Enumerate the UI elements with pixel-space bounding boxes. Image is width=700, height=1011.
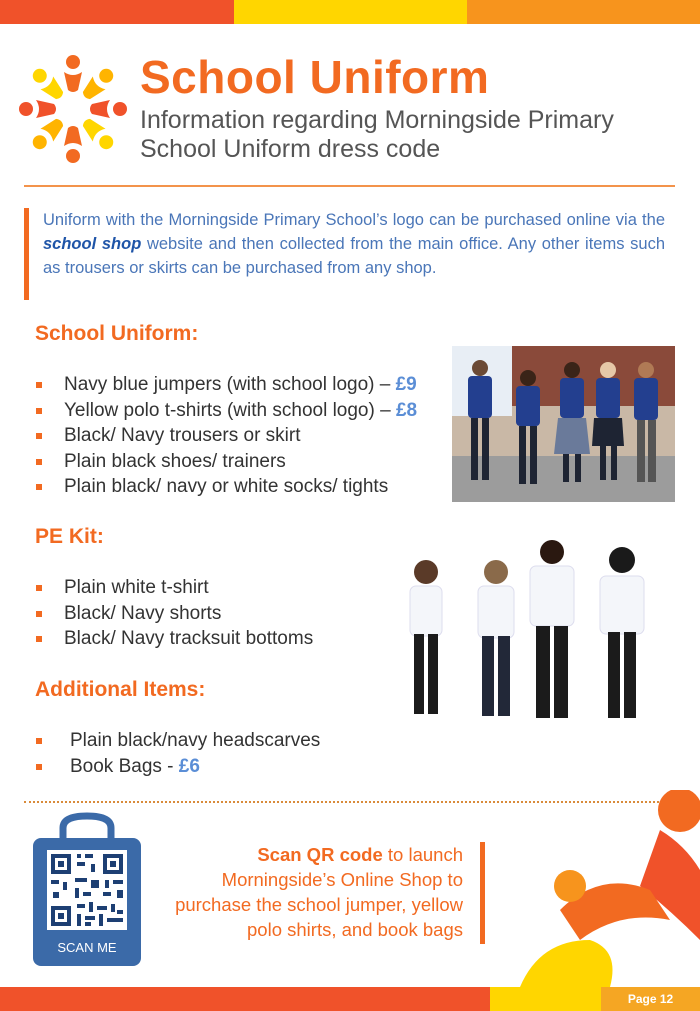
bottom-stripe-red [0, 987, 490, 1011]
list-item: Black/ Navy shorts [36, 601, 313, 627]
decorative-figure-icon [500, 790, 700, 987]
list-item: Yellow polo t-shirts (with school logo) – £8 [36, 398, 417, 424]
additional-items-list [36, 728, 320, 779]
school-shop-link[interactable]: school shop [43, 235, 142, 253]
header-divider [24, 185, 675, 187]
intro-text-after: website and then collected from the main office. Any other items such as trousers or skirts can be purchased from any shop. [43, 235, 665, 277]
pe-kit-heading: PE Kit: [35, 525, 104, 548]
list-item: Plain white t-shirt [36, 575, 313, 601]
list-item: Plain black shoes/ trainers [36, 449, 417, 475]
page-subtitle: Information regarding Morningside Primary School Uniform dress code [140, 106, 614, 163]
qr-code-icon[interactable] [47, 850, 127, 930]
top-stripe-red [0, 0, 234, 24]
intro-text-before: Uniform with the Morningside Primary School’s logo can be purchased online via the [43, 211, 665, 229]
uniform-photo [452, 346, 675, 502]
intro-accent-bar [24, 208, 29, 300]
qr-shopping-bag[interactable] [33, 812, 141, 966]
top-stripe-yellow [234, 0, 467, 24]
list-item: Plain black/navy headscarves [36, 728, 320, 754]
list-item: Black/ Navy tracksuit bottoms [36, 626, 313, 652]
qr-instructions-rest: to launch Morningside’s Online Shop to purchase the school jumper, yellow polo shirts, and book bags [175, 844, 463, 940]
qr-accent-bar [480, 842, 485, 944]
uniform-heading: School Uniform: [35, 322, 199, 345]
qr-instructions-bold: Scan QR code [257, 844, 383, 865]
uniform-list [36, 372, 417, 500]
page-title: School Uniform [140, 51, 490, 103]
list-item: Book Bags - £6 [36, 754, 320, 780]
pe-kit-list [36, 575, 313, 652]
additional-items-heading: Additional Items: [35, 678, 206, 701]
list-item: Navy blue jumpers (with school logo) – £9 [36, 372, 417, 398]
pe-kit-photo [400, 538, 662, 738]
page-number: Page 12 [601, 987, 700, 1011]
list-item: Plain black/ navy or white socks/ tights [36, 474, 417, 500]
school-logo-icon [14, 50, 132, 168]
qr-instructions [150, 842, 463, 942]
intro-paragraph [43, 208, 665, 280]
top-stripe-orange [467, 0, 700, 24]
list-item: Black/ Navy trousers or skirt [36, 423, 417, 449]
bottom-stripe-yellow [490, 987, 601, 1011]
scan-me-label: SCAN ME [57, 940, 117, 955]
